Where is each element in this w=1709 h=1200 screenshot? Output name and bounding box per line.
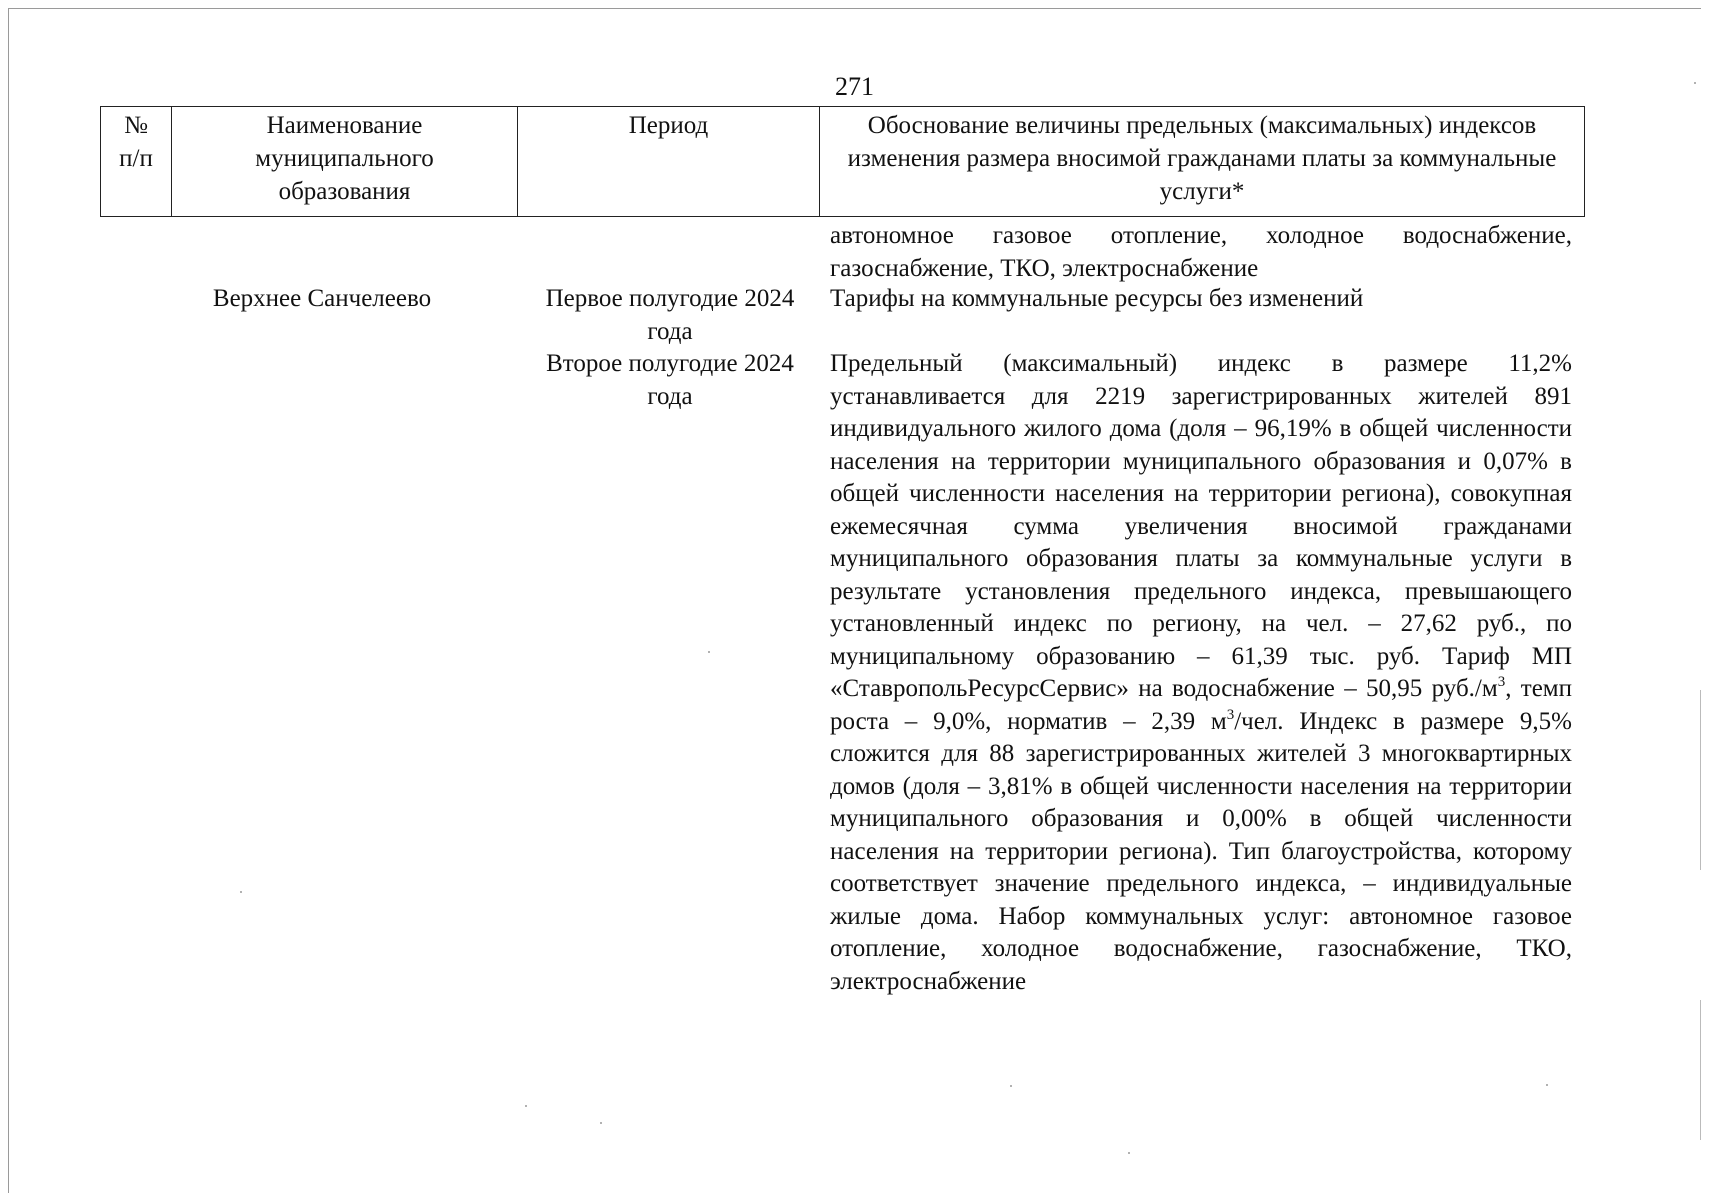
scan-speck: [525, 1105, 527, 1107]
scan-speck: [1694, 82, 1696, 84]
municipality-name: Верхнее Санчелеево: [212, 285, 432, 312]
period-second-half: Второе полугодие 2024 года: [546, 350, 794, 410]
justification-part-a: Предельный (максимальный) индекс в размере 11,2% устанавливается для 2219 зарегистрированных жителей 891 индивидуального жилого дома (доля – 96,19% в общей численности населения на территории муниципального образования и 0,07% в общей численности населения на территории региона), совокупная ежемесячная сумма увеличения вносимой гражданами муниципального образования платы за коммунальные услуги в результате установления предельного индекса, превышающего установленный индекс по региону, на чел. – 27,62 руб., по муниципальному образованию – 61,39 тыс. руб. Тариф МП «СтавропольРесурсСервис» на водоснабжение – 50,95 руб./м: [830, 350, 1572, 702]
superscript-cubic-1: 3: [1497, 674, 1506, 690]
scan-speck: [708, 651, 710, 653]
header-col-justification: Обоснование величины предельных (максимальных) индексов изменения размера вносимой гражданами платы за коммунальные услуги*: [820, 107, 1585, 217]
justification-part-c: /чел. Индекс в размере 9,5% сложится для 88 зарегистрированных жителей 3 многоквартирных домов (доля – 3,81% в общей численности населения на территории муниципального образования и 0,00% в общей численности населения на территории региона). Тип благоустройства, которому соответствует значение предельного индекса, – индивидуальные жилые дома. Набор коммунальных услуг: автономное газовое отопление, холодное водоснабжение, газоснабжение, ТКО, электроснабжение: [830, 707, 1572, 995]
header-col-period: Период: [518, 107, 820, 217]
superscript-cubic-2: 3: [1226, 706, 1235, 723]
page-number: 271: [835, 72, 874, 101]
scan-speck: [240, 891, 242, 893]
scan-edge-mark: [1700, 690, 1701, 870]
header-col-number: № п/п: [101, 107, 172, 217]
scan-speck: [600, 1122, 602, 1124]
scan-speck: [1546, 1084, 1548, 1086]
justification-second-half: [830, 348, 1572, 998]
scan-speck: [1010, 1085, 1012, 1087]
header-col-municipality: Наименование муниципального образования: [172, 107, 518, 217]
scan-edge-left: [8, 8, 9, 1193]
scan-speck: [1128, 1152, 1130, 1154]
scan-edge-top: [8, 8, 1701, 9]
scan-edge-mark: [1700, 1000, 1701, 1140]
continuation-text: автономное газовое отопление, холодное водоснабжение, газоснабжение, ТКО, электроснабжение: [830, 222, 1572, 282]
period-first-half: Первое полугодие 2024 года: [545, 285, 795, 345]
table-header: [100, 106, 1585, 217]
justification-first-half: Тарифы на коммунальные ресурсы без изменений: [830, 285, 1364, 312]
justification-part-b: , темп роста – 9,0%, норматив – 2,39 м: [830, 675, 1572, 735]
table-header-row: [101, 107, 1585, 217]
